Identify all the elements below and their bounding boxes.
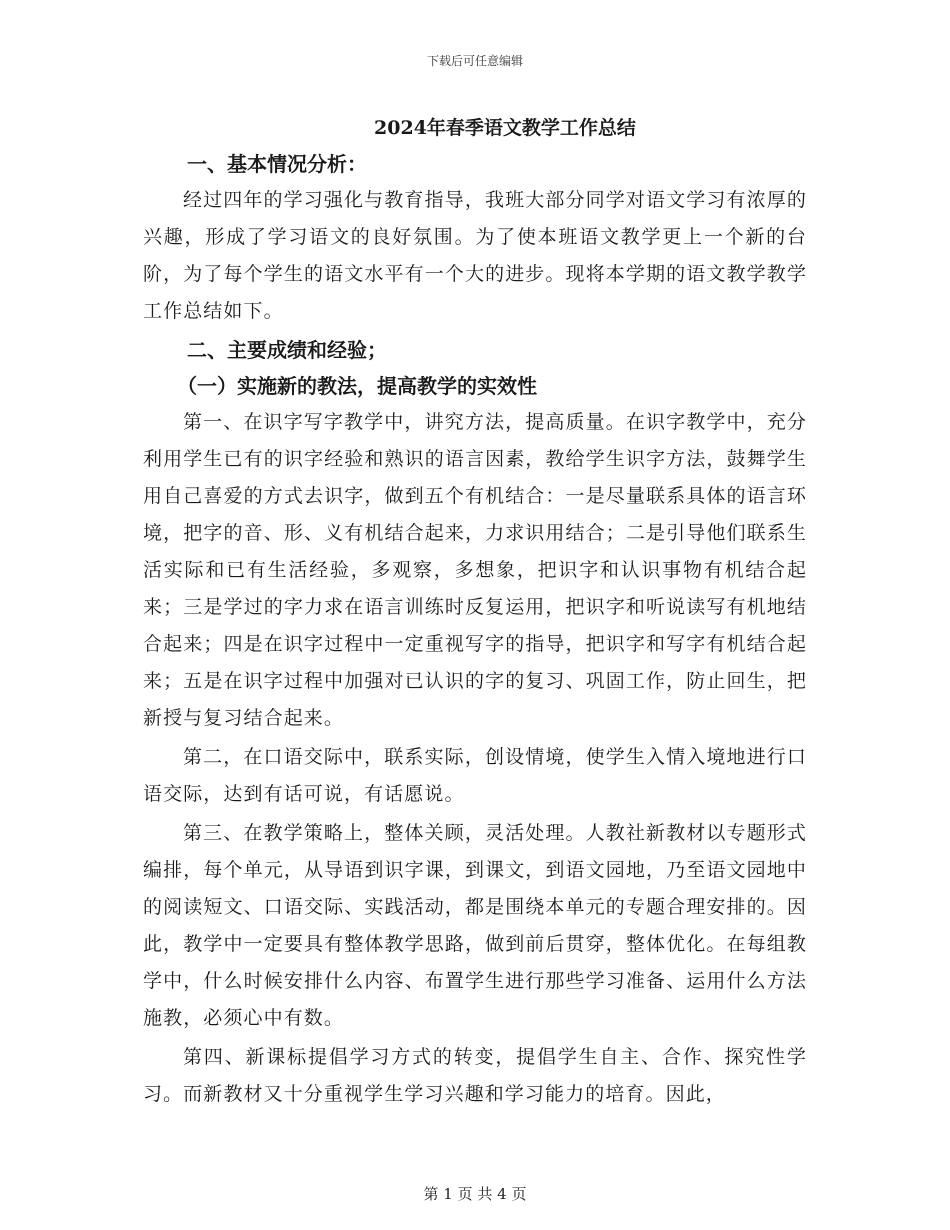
section-heading-achievements: 二、主要成绩和经验； bbox=[187, 338, 387, 362]
paragraph-third: 第三、在教学策略上，整体关顾，灵活处理。人教社新教材以专题形式编排，每个单元，从导语到识字课，到课文，到语文园地，乃至语文园地中的阅读短文、口语交际、实践活动，都是围绕本单元的专题合理安排的。因此，教学中一定要具有整体教学思路，做到前后贯穿，整体优化。在每组教学中，什么时候安排什么内容、布置学生进行那些学习准备、运用什么方法施教，必须心中有数。 bbox=[143, 822, 807, 1029]
document-body bbox=[143, 110, 807, 1113]
paragraph-first: 第一、在识字写字教学中，讲究方法，提高质量。在识字教学中，充分利用学生已有的识字经验和熟识的语言因素，教给学生识字方法，鼓舞学生用自己喜爱的方式去识字，做到五个有机结合：一是尽量联系具体的语言环境，把字的音、形、义有机结合起来，力求识用结合；二是引导他们联系生活实际和已有生活经验，多观察，多想象，把识字和认识事物有机结合起来；三是学过的字力求在语言训练时反复运用，把识字和听说读写有机地结合起来；四是在识字过程中一定重视写字的指导，把识字和写字有机结合起来；五是在识字过程中加强对已认识的字的复习、巩固工作，防止回生，把新授与复习结合起来。 bbox=[143, 411, 807, 729]
paragraph-second: 第二，在口语交际中，联系实际，创设情境，使学生入情入境地进行口语交际，达到有话可说，有话愿说。 bbox=[143, 746, 807, 805]
section-heading-basic-analysis: 一、基本情况分析： bbox=[187, 152, 367, 176]
subsection-heading-new-methods: （一）实施新的教法，提高教学的实效性 bbox=[177, 374, 537, 398]
page-number-footer: 第 1 页 共 4 页 bbox=[423, 1185, 527, 1203]
paragraph-fourth: 第四、新课标提倡学习方式的转变，提倡学生自主、合作、探究性学习。而新教材又十分重视学生学习兴趣和学习能力的培育。因此， bbox=[143, 1046, 807, 1105]
document-title: 2024年春季语文教学工作总结 bbox=[374, 117, 636, 139]
paragraph-basic-analysis: 经过四年的学习强化与教育指导，我班大部分同学对语文学习有浓厚的兴趣，形成了学习语文的良好氛围。为了使本班语文教学更上一个新的台阶，为了每个学生的语文水平有一个大的进步。现将本学期的语文教学教学工作总结如下。 bbox=[143, 189, 807, 322]
page-header-note: 下载后可任意编辑 bbox=[426, 54, 523, 68]
